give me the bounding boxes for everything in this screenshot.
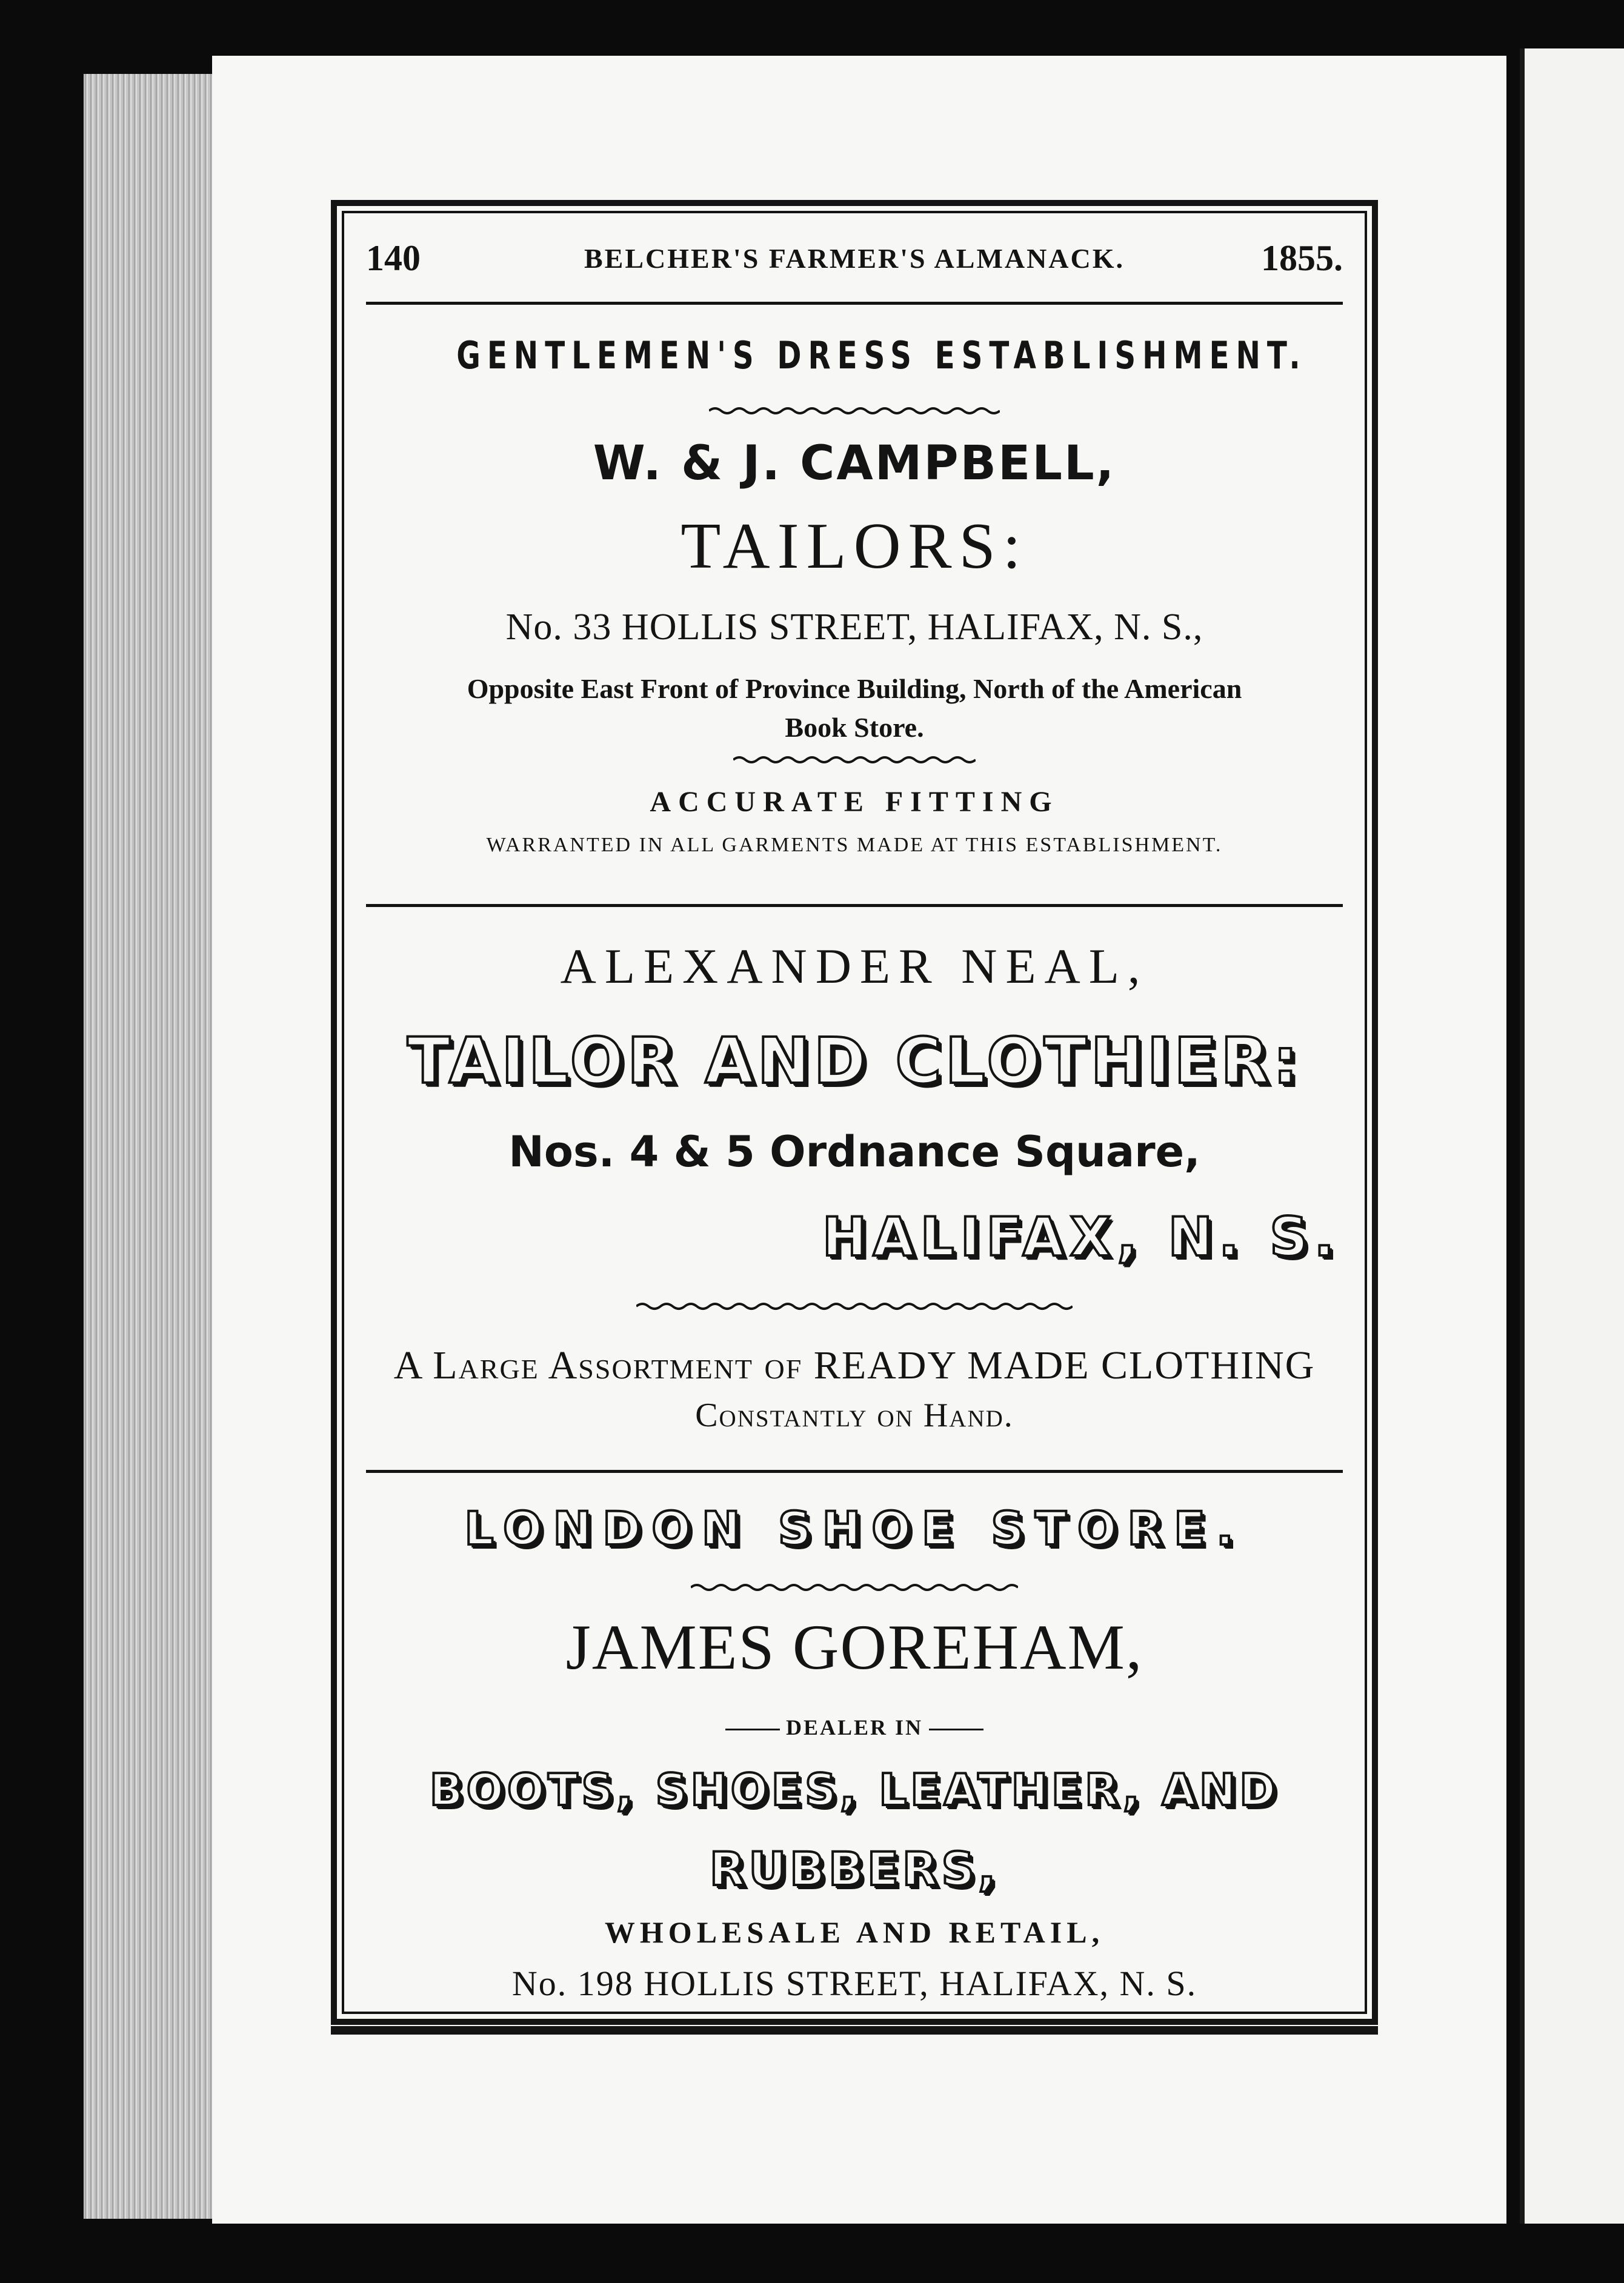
almanac-year: 1855. xyxy=(1261,238,1343,278)
wavy-ornament xyxy=(709,406,1000,416)
almanac-title: BELCHER'S FARMER'S ALMANACK. xyxy=(584,243,1125,274)
neal-name: ALEXANDER NEAL, xyxy=(560,939,1149,994)
section-rule xyxy=(366,904,1343,907)
dealer-rule-left xyxy=(725,1729,780,1730)
goreham-store: LONDON SHOE STORE. xyxy=(464,1501,1245,1555)
goreham-address: No. 198 HOLLIS STREET, HALIFAX, N. S. xyxy=(511,1964,1197,2003)
campbell-address: No. 33 HOLLIS STREET, HALIFAX, N. S., xyxy=(505,606,1203,648)
advertisement-frame xyxy=(331,200,1378,2025)
campbell-location-line2: Book Store. xyxy=(785,712,924,743)
goreham-name: JAMES GOREHAM, xyxy=(565,1612,1143,1683)
goreham-dealer: DEALER IN xyxy=(785,1715,923,1740)
section-rule xyxy=(366,1470,1343,1473)
campbell-fitting: ACCURATE FITTING xyxy=(650,786,1059,818)
campbell-heading: GENTLEMEN'S DRESS ESTABLISHMENT. xyxy=(456,333,1307,377)
facing-page-edge xyxy=(1520,48,1624,2224)
wavy-ornament xyxy=(636,1301,1073,1311)
page-number: 140 xyxy=(366,238,421,278)
dealer-rule-right xyxy=(929,1729,983,1730)
wavy-ornament xyxy=(691,1583,1018,1592)
advertisement-inner-border xyxy=(342,211,1367,2014)
wavy-ornament xyxy=(733,755,976,765)
neal-trade: TAILOR AND CLOTHIER: xyxy=(407,1024,1302,1098)
campbell-trade: TAILORS: xyxy=(681,510,1028,582)
neal-address: Nos. 4 & 5 Ordnance Square, xyxy=(508,1127,1200,1177)
neal-assortment-line1: A Large Assortment of READY MADE CLOTHING xyxy=(393,1343,1316,1387)
header-rule xyxy=(366,302,1343,305)
running-head xyxy=(366,238,1343,286)
campbell-location-line1: Opposite East Front of Province Building, North of the American xyxy=(467,673,1242,704)
goreham-dealer-row xyxy=(344,1715,1365,1740)
goreham-terms: WHOLESALE AND RETAIL, xyxy=(604,1915,1105,1949)
neal-city: HALIFAX, N. S. xyxy=(822,1206,1340,1268)
campbell-warranty: WARRANTED IN ALL GARMENTS MADE AT THIS ESTABLISHMENT. xyxy=(486,834,1223,856)
campbell-name: W. & J. CAMPBELL, xyxy=(593,436,1116,491)
neal-assortment-line2: Constantly on Hand. xyxy=(695,1397,1014,1434)
goreham-goods-line2: RUBBERS, xyxy=(709,1842,1000,1896)
goreham-goods-line1: BOOTS, SHOES, LEATHER, AND xyxy=(429,1764,1280,1815)
